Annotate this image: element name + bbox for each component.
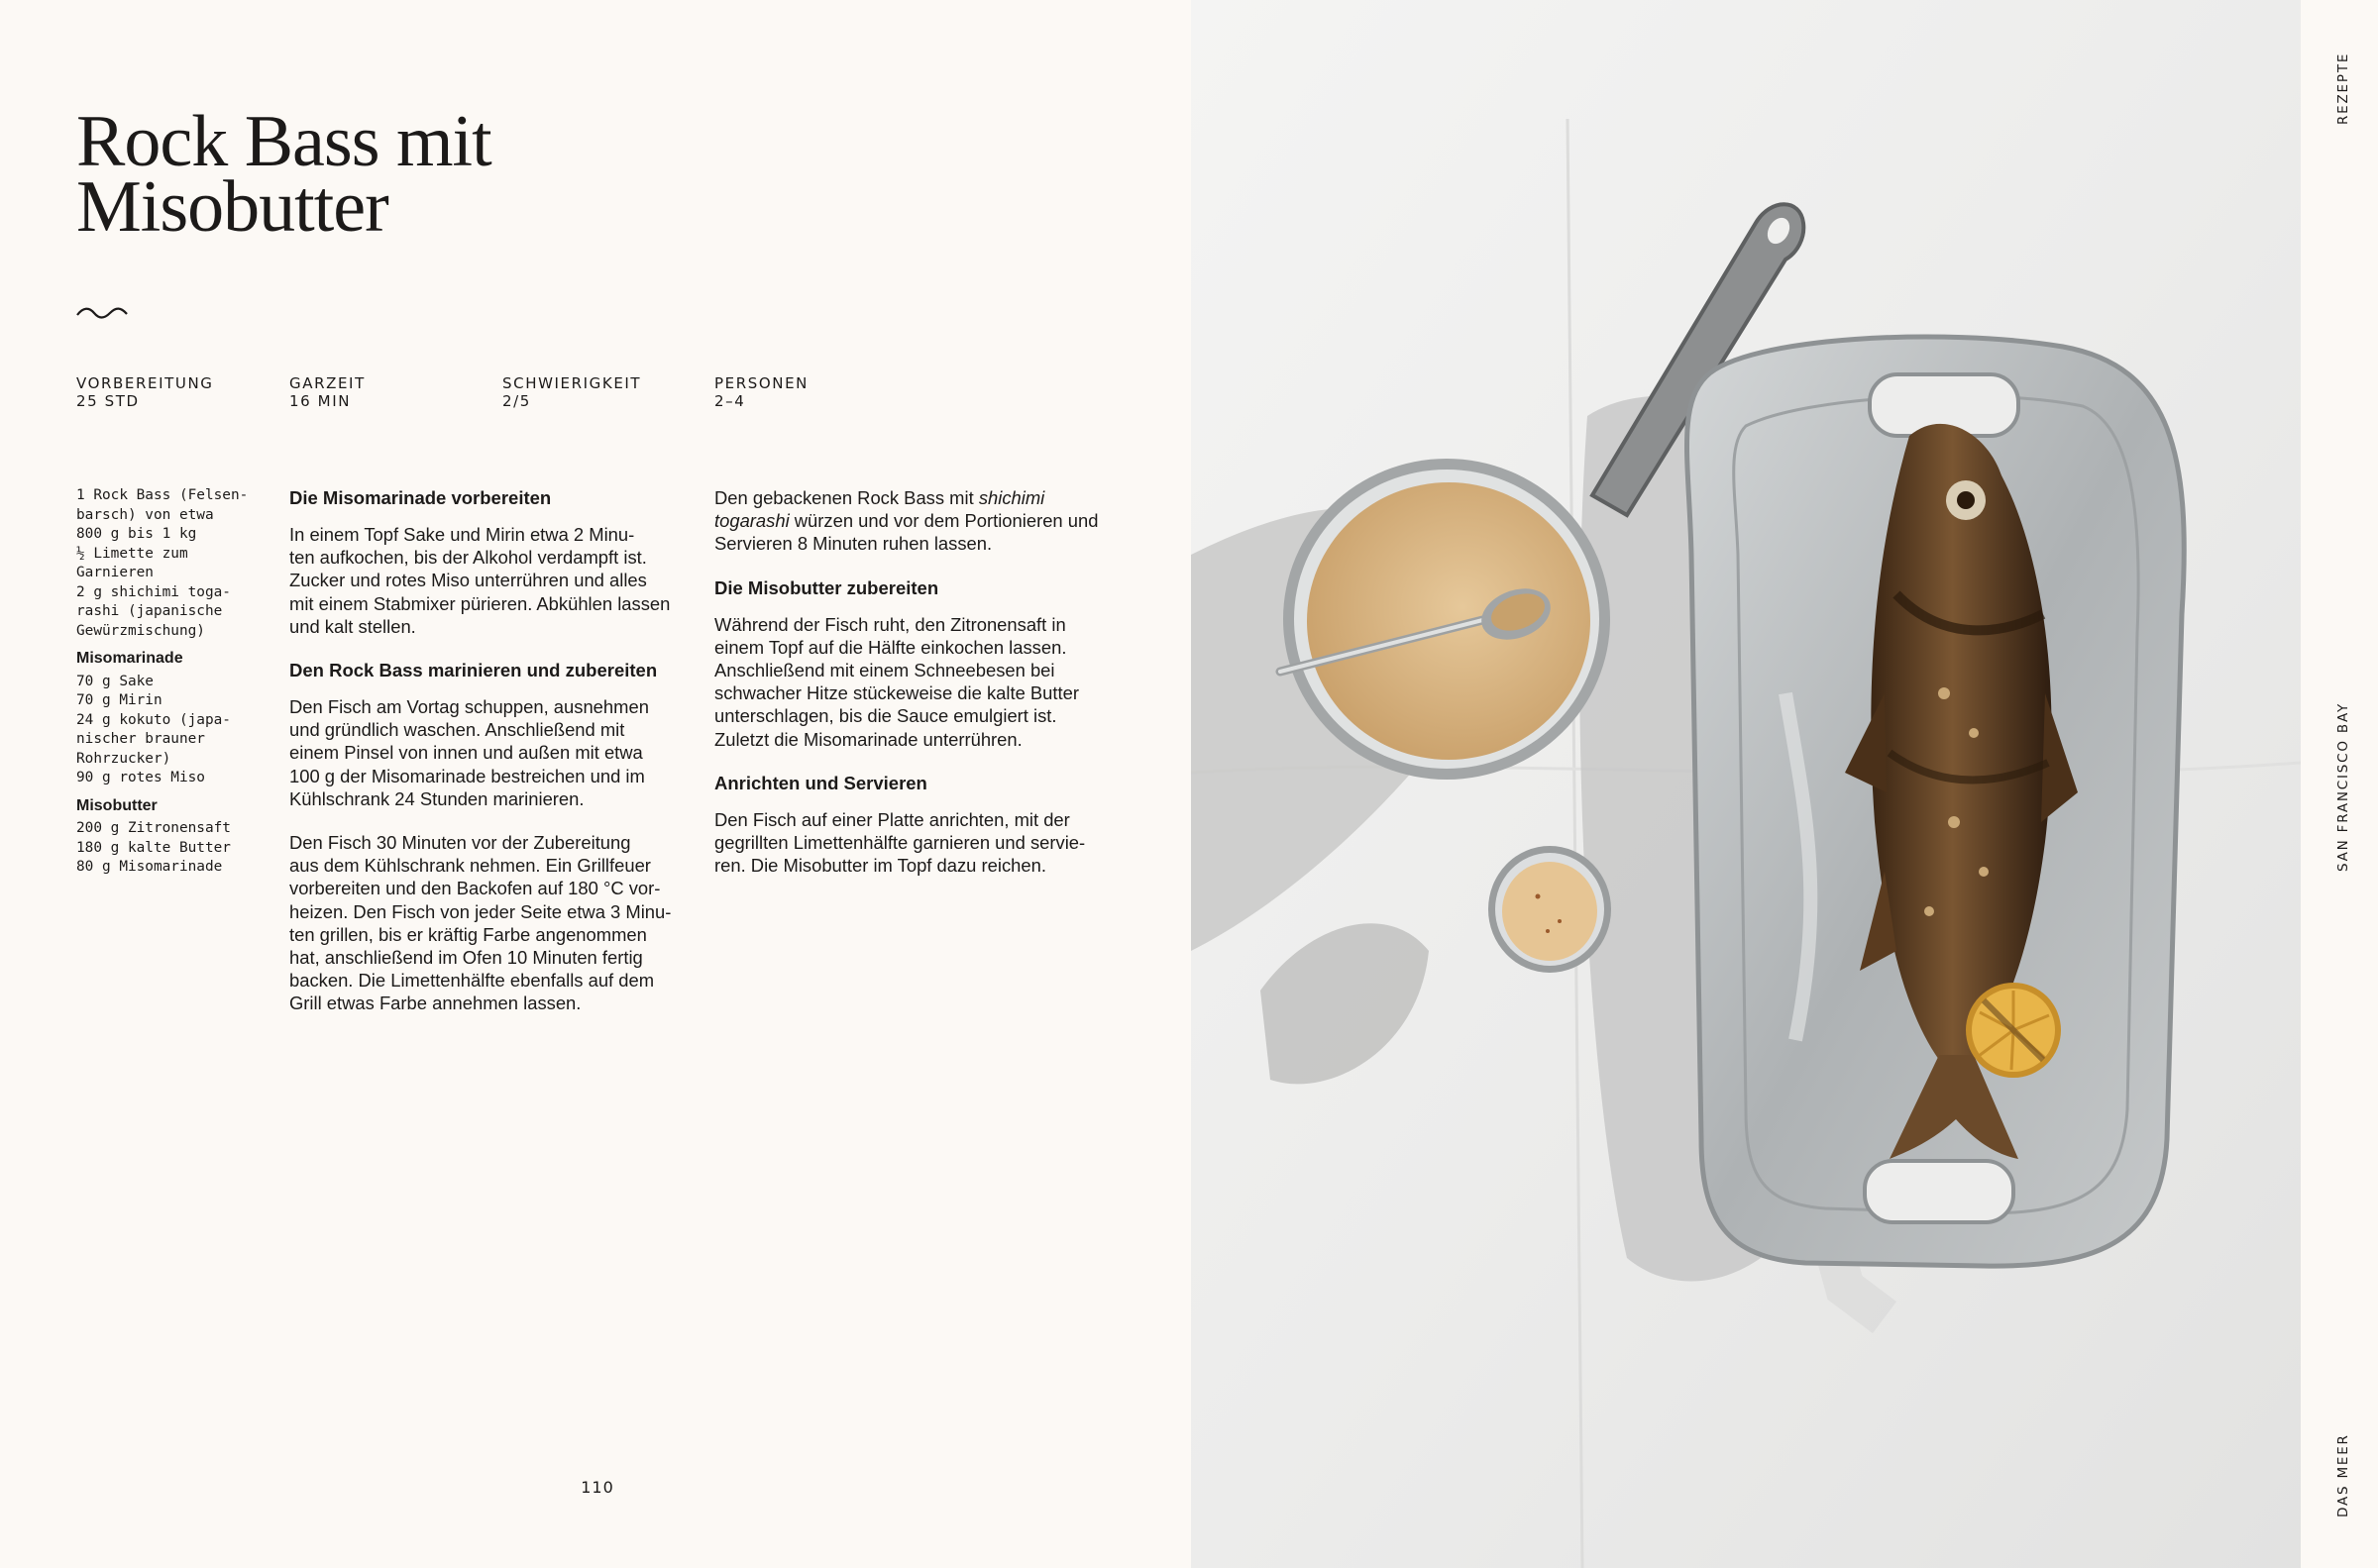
meta-preparation [76,374,274,410]
ingredient-line: 80 g Misomarinade [76,859,223,875]
text-line: Servieren 8 Minuten ruhen lassen. [714,533,993,555]
step-paragraph-misobutter [714,613,1121,751]
text-line: hat, anschließend im Ofen 10 Minuten fertig [289,947,643,969]
step-paragraph-serve [714,808,1121,878]
text-line: einem Pinsel von innen und außen mit etwa [289,742,643,764]
meta-value: 16 MIN [289,392,352,410]
ingredient-line: Rohrzucker) [76,750,171,767]
step-paragraph-fish-1 [289,695,696,810]
ingredient-line: 180 g kalte Butter [76,839,231,856]
text-fragment: Den gebackenen Rock Bass mit [714,487,979,508]
ingredient-line: 24 g kokuto (japa- [76,711,231,728]
recipe-title-line-1: Rock Bass mit [76,101,491,182]
text-line: ten grillen, bis er kräftig Farbe angenommen [289,923,647,945]
ramekin [1488,846,1611,973]
text-line: Zuletzt die Misomarinade unterrühren. [714,728,1023,750]
ingredient-line: 1 Rock Bass (Felsen- [76,487,249,503]
steps-column-right [714,486,1121,897]
ingredient-heading-misobutter: Misobutter [76,796,158,814]
meta-difficulty [502,374,701,410]
text-line: mit einem Stabmixer pürieren. Abkühlen lassen [289,592,671,614]
ingredient-line: rashi (japanische [76,603,223,619]
text-line: unterschlagen, bis die Sauce emulgiert ist. [714,705,1057,727]
meta-value: 2/5 [502,392,531,410]
meta-label: PERSONEN [714,374,809,392]
text-line: ren. Die Misobutter im Topf dazu reichen. [714,855,1046,877]
text-line: Den Fisch 30 Minuten vor der Zubereitung [289,832,631,854]
meta-value: 2–4 [714,392,746,410]
ingredient-line: 200 g Zitronensaft [76,820,231,836]
step-paragraph-rest [714,486,1121,556]
text-line: Anschließend mit einem Schneebesen bei [714,660,1055,681]
step-heading-marinade: Die Misomarinade vorbereiten [289,487,552,508]
side-label-recipes: REZEPTE [2335,52,2351,125]
text-line: vorbereiten und den Backofen auf 180 °C vor- [289,878,661,899]
meta-cooking-time [289,374,487,410]
ingredient-line: Gewürzmischung) [76,622,205,639]
text-line: In einem Topf Sake und Mirin etwa 2 Minu- [289,524,635,545]
ingredient-line: 90 g rotes Miso [76,770,205,785]
text-fragment: würzen und vor dem Portionieren und [789,510,1099,532]
text-line: aus dem Kühlschrank nehmen. Ein Grillfeuer [289,855,651,877]
ingredient-group-misomarinade [76,673,265,788]
step-paragraph-fish-2 [289,831,696,1015]
text-line: 100 g der Misomarinade bestreichen und im [289,765,645,786]
text-line [714,509,1121,532]
dish-photo-illustration [1191,0,2301,1568]
text-line: heizen. Den Fisch von jeder Seite etwa 3 Minu- [289,900,672,922]
ingredient-line: ½ Limette zum [76,545,188,562]
text-line: und kalt stellen. [289,615,416,637]
text-line: Den Fisch am Vortag schuppen, ausnehmen [289,696,649,718]
wave-ornament-icon [76,304,128,322]
text-line: Den Fisch auf einer Platte anrichten, mit der [714,808,1070,830]
ingredient-line: barsch) von etwa [76,506,214,523]
ingredient-line: 2 g shichimi toga- [76,583,231,600]
text-fragment-italic: shichimi [978,487,1045,508]
steps-column-middle [289,486,696,1036]
side-label-location: SAN FRANCISCO BAY [2335,702,2351,872]
ingredient-list [76,486,265,878]
text-line: schwacher Hitze stückeweise die kalte Butter [714,682,1079,704]
step-heading-misobutter: Die Misobutter zubereiten [714,576,939,598]
text-line: einem Topf auf die Hälfte einkochen lassen. [714,636,1067,658]
meta-label: GARZEIT [289,374,366,392]
text-fragment-italic: togarashi [714,510,790,532]
recipe-title-line-2: Misobutter [76,166,388,248]
ingredient-heading-misomarinade: Misomarinade [76,650,183,667]
ingredient-line: 70 g Sake [76,673,154,689]
side-label-chapter: DAS MEER [2335,1433,2351,1517]
text-line: backen. Die Limettenhälfte ebenfalls auf dem [289,970,655,992]
recipe-title [76,101,491,248]
ingredient-group-misobutter [76,819,265,878]
text-line: Zucker und rotes Miso unterrühren und alles [289,570,647,591]
ingredient-group-main [76,486,265,641]
text-line: Kühlschrank 24 Stunden marinieren. [289,787,585,809]
step-heading-fish: Den Rock Bass marinieren und zubereiten [289,660,658,681]
text-line: gegrillten Limettenhälfte garnieren und servie- [714,832,1086,854]
ingredient-line: 800 g bis 1 kg [76,526,197,542]
grilled-lime-half [1966,983,2061,1078]
dish-photo [1191,0,2301,1568]
step-heading-serve: Anrichten und Servieren [714,772,927,793]
text-line [714,486,1121,509]
page-number: 110 [581,1478,614,1497]
ingredient-line: Garnieren [76,565,154,580]
ingredient-line: nischer brauner [76,731,205,747]
text-line: und gründlich waschen. Anschließend mit [289,719,625,741]
meta-label: VORBEREITUNG [76,374,214,392]
meta-value: 25 STD [76,392,140,410]
text-line: Grill etwas Farbe annehmen lassen. [289,993,582,1014]
text-line: Während der Fisch ruht, den Zitronensaft in [714,613,1066,635]
meta-label: SCHWIERIGKEIT [502,374,642,392]
text-line: ten aufkochen, bis der Alkohol verdampft ist. [289,547,647,569]
step-paragraph-marinade [289,523,696,638]
meta-servings [714,374,913,410]
ingredient-line: 70 g Mirin [76,692,162,708]
